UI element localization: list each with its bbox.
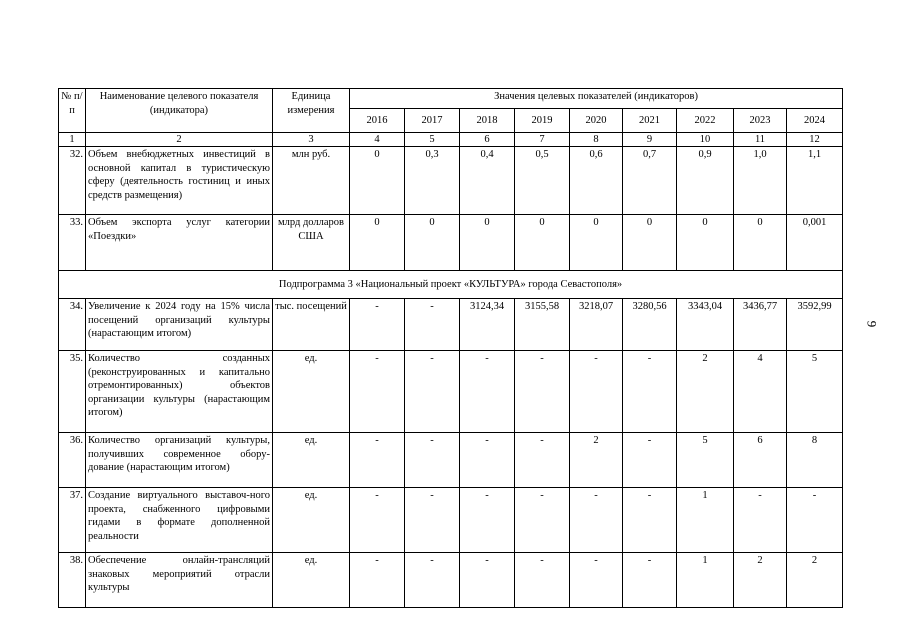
- value-cell: 1: [677, 488, 734, 553]
- unit-cell: ед.: [273, 351, 350, 433]
- value-cell: 0: [350, 215, 405, 271]
- unit-cell: ед.: [273, 553, 350, 608]
- value-cell: 3592,99: [787, 299, 843, 351]
- value-cell: 1,0: [734, 147, 787, 215]
- value-cell: -: [515, 433, 570, 488]
- header-year: 2016: [350, 109, 405, 133]
- value-cell: 0,9: [677, 147, 734, 215]
- value-cell: -: [460, 553, 515, 608]
- row-number: 32.: [59, 147, 86, 215]
- unit-cell: млн руб.: [273, 147, 350, 215]
- value-cell: 1,1: [787, 147, 843, 215]
- indicators-table: [58, 88, 843, 608]
- value-cell: 3124,34: [460, 299, 515, 351]
- row-number: 36.: [59, 433, 86, 488]
- page-number: 9: [864, 320, 880, 328]
- value-cell: -: [405, 433, 460, 488]
- unit-cell: тыс. посещений: [273, 299, 350, 351]
- value-cell: 3155,58: [515, 299, 570, 351]
- value-cell: -: [460, 351, 515, 433]
- value-cell: 3343,04: [677, 299, 734, 351]
- value-cell: -: [623, 488, 677, 553]
- header-colnum: 5: [405, 133, 460, 147]
- value-cell: -: [350, 488, 405, 553]
- table-row: [59, 433, 843, 488]
- value-cell: 0,5: [515, 147, 570, 215]
- value-cell: 0,3: [405, 147, 460, 215]
- value-cell: -: [515, 553, 570, 608]
- indicator-name: Объем экспорта услуг категории «Поездки»: [86, 215, 273, 271]
- header-colnum: 12: [787, 133, 843, 147]
- value-cell: -: [460, 433, 515, 488]
- header-colnum: 10: [677, 133, 734, 147]
- header-colnum: 9: [623, 133, 677, 147]
- table-row: [59, 147, 843, 215]
- value-cell: -: [460, 488, 515, 553]
- row-number: 38.: [59, 553, 86, 608]
- value-cell: 0: [405, 215, 460, 271]
- value-cell: -: [570, 553, 623, 608]
- value-cell: 2: [570, 433, 623, 488]
- indicator-name: Создание виртуального выставоч-ного проекта, снабженного цифровыми гидами в формате дополненной реальности: [86, 488, 273, 553]
- header-colnum: 6: [460, 133, 515, 147]
- header-colnum: 8: [570, 133, 623, 147]
- value-cell: -: [405, 299, 460, 351]
- header-colnum: 7: [515, 133, 570, 147]
- header-num: № п/п: [59, 89, 86, 133]
- value-cell: 5: [787, 351, 843, 433]
- value-cell: 0,6: [570, 147, 623, 215]
- value-cell: 3436,77: [734, 299, 787, 351]
- header-colnum: 2: [86, 133, 273, 147]
- value-cell: 0: [570, 215, 623, 271]
- value-cell: -: [734, 488, 787, 553]
- header-name: Наименование целевого показателя (индикатора): [86, 89, 273, 133]
- unit-cell: ед.: [273, 488, 350, 553]
- header-colnum: 4: [350, 133, 405, 147]
- subprogram-heading: Подпрограмма 3 «Национальный проект «КУЛЬТУРА» города Севастополя»: [59, 271, 843, 299]
- header-year: 2024: [787, 109, 843, 133]
- value-cell: 0,4: [460, 147, 515, 215]
- row-number: 33.: [59, 215, 86, 271]
- value-cell: 0: [623, 215, 677, 271]
- value-cell: 0: [677, 215, 734, 271]
- value-cell: -: [623, 351, 677, 433]
- value-cell: 0,7: [623, 147, 677, 215]
- header-unit: Единица измерения: [273, 89, 350, 133]
- table-row: [59, 215, 843, 271]
- value-cell: -: [515, 351, 570, 433]
- header-colnum: 1: [59, 133, 86, 147]
- table-row: [59, 299, 843, 351]
- indicator-name: Количество созданных (реконструированных и капитально отремонтированных) объектов организации культуры (нарастающим итогом): [86, 351, 273, 433]
- value-cell: 0,001: [787, 215, 843, 271]
- value-cell: 3218,07: [570, 299, 623, 351]
- value-cell: -: [350, 553, 405, 608]
- value-cell: 4: [734, 351, 787, 433]
- table-row: [59, 488, 843, 553]
- header-year: 2020: [570, 109, 623, 133]
- value-cell: -: [570, 351, 623, 433]
- value-cell: -: [405, 553, 460, 608]
- unit-cell: ед.: [273, 433, 350, 488]
- value-cell: -: [405, 488, 460, 553]
- indicator-name: Обеспечение онлайн-трансляций знаковых мероприятий отрасли культуры: [86, 553, 273, 608]
- value-cell: 2: [677, 351, 734, 433]
- indicator-name: Объем внебюджетных инвестиций в основной капитал в туристическую сферу (деятельность гостиниц и иных средств размещения): [86, 147, 273, 215]
- value-cell: 5: [677, 433, 734, 488]
- value-cell: 0: [734, 215, 787, 271]
- value-cell: -: [515, 488, 570, 553]
- value-cell: -: [623, 433, 677, 488]
- value-cell: 1: [677, 553, 734, 608]
- value-cell: -: [623, 553, 677, 608]
- value-cell: 0: [460, 215, 515, 271]
- table-row: [59, 351, 843, 433]
- value-cell: 3280,56: [623, 299, 677, 351]
- value-cell: -: [405, 351, 460, 433]
- header-colnum: 11: [734, 133, 787, 147]
- value-cell: 2: [734, 553, 787, 608]
- indicator-name: Увеличение к 2024 году на 15% числа посещений организаций культуры (нарастающим итогом): [86, 299, 273, 351]
- indicator-name: Количество организаций культуры, получивших современное обору-дование (нарастающим итогом): [86, 433, 273, 488]
- header-colnum: 3: [273, 133, 350, 147]
- value-cell: 6: [734, 433, 787, 488]
- value-cell: 0: [350, 147, 405, 215]
- header-values-title: Значения целевых показателей (индикаторов): [350, 89, 843, 109]
- row-number: 37.: [59, 488, 86, 553]
- value-cell: -: [350, 433, 405, 488]
- row-number: 34.: [59, 299, 86, 351]
- header-year: 2019: [515, 109, 570, 133]
- value-cell: -: [570, 488, 623, 553]
- header-year: 2022: [677, 109, 734, 133]
- header-year: 2021: [623, 109, 677, 133]
- unit-cell: млрд долларов США: [273, 215, 350, 271]
- header-year: 2023: [734, 109, 787, 133]
- header-year: 2017: [405, 109, 460, 133]
- value-cell: -: [787, 488, 843, 553]
- value-cell: 2: [787, 553, 843, 608]
- value-cell: 0: [515, 215, 570, 271]
- table-row: [59, 553, 843, 608]
- value-cell: -: [350, 351, 405, 433]
- value-cell: 8: [787, 433, 843, 488]
- header-year: 2018: [460, 109, 515, 133]
- row-number: 35.: [59, 351, 86, 433]
- value-cell: -: [350, 299, 405, 351]
